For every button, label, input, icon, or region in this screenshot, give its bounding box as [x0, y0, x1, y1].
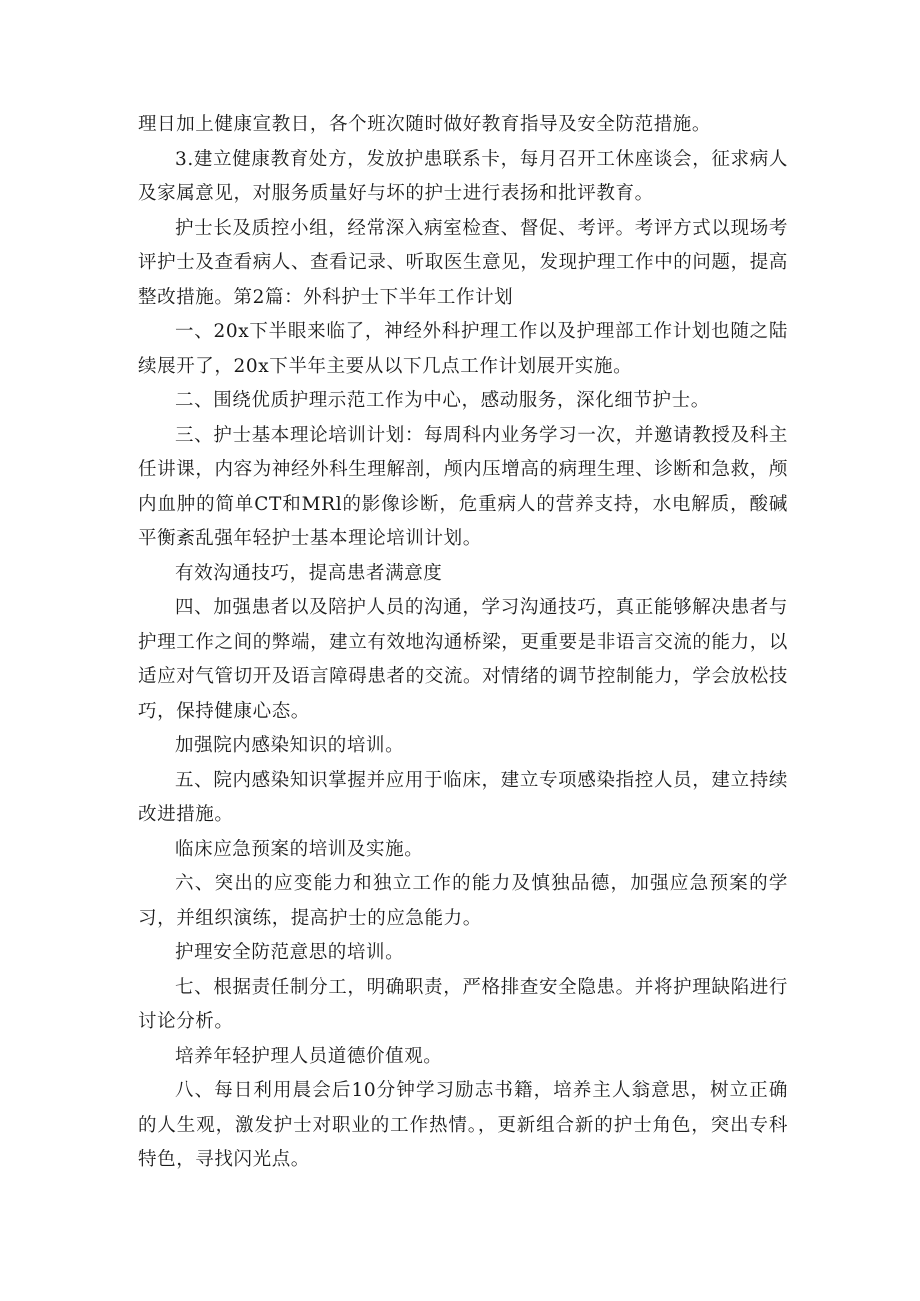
paragraph-11: 临床应急预案的培训及实施。: [175, 838, 424, 860]
paragraph-9: 加强院内感染知识的培训。: [175, 735, 405, 756]
paragraph-3: 护士长及质控小组，经常深入病室检查、督促、考评。考评方式以现场考评护士及查看病人、查看记录、听取医生意见，发现护理工作中的问题，提高整改措施。第2篇：外科护士下半年工作计划: [138, 217, 788, 308]
document-body: [138, 108, 788, 1178]
paragraph-16: 八、每日利用晨会后10分钟学习励志书籍，培养主人翁意思，树立正确的人生观，激发护士对职业的工作热情。，更新组合新的护士角色，突出专科特色，寻找闪光点。: [138, 1080, 788, 1170]
paragraph-14: 七、根据责任制分工，明确职责，严格排查安全隐患。并将护理缺陷进行讨论分析。: [138, 976, 788, 1032]
paragraph-5: 二、围绕优质护理示范工作为中心，感动服务，深化细节护士。: [175, 390, 710, 411]
paragraph-12: 六、突出的应变能力和独立工作的能力及慎独品德，加强应急预案的学习，并组织演练，提高护士的应急能力。: [138, 873, 788, 929]
paragraph-8: 四、加强患者以及陪护人员的沟通，学习沟通技巧，真正能够解决患者与护理工作之间的弊端，建立有效地沟通桥梁，更重要是非语言交流的能力，以适应对气管切开及语言障碍患者的交流。对情绪的调节控制能力，学会放松技巧，保持健康心态。: [138, 597, 788, 722]
paragraph-4: 一、20x下半眼来临了，神经外科护理工作以及护理部工作计划也随之陆续展开了，20x下半年主要从以下几点工作计划展开实施。: [138, 321, 788, 377]
paragraph-13: 护理安全防范意思的培训。: [175, 942, 405, 963]
paragraph-1: 理日加上健康宣教日，各个班次随时做好教育指导及安全防范措施。: [138, 114, 712, 135]
paragraph-2: 3.建立健康教育处方，发放护患联系卡，每月召开工休座谈会，征求病人及家属意见，对服务质量好与坏的护士进行表扬和批评教育。: [138, 148, 788, 204]
paragraph-15: 培养年轻护理人员道德价值观。: [175, 1045, 443, 1067]
paragraph-6: 三、护士基本理论培训计划：每周科内业务学习一次，并邀请教授及科主任讲课，内容为神经外科生理解剖，颅内压增高的病理生理、诊断和急救，颅内血肿的简单CT和MRl的影像诊断，危重病人的营养支持，水电解质，酸碱平衡紊乱强年轻护士基本理论培训计划。: [138, 424, 788, 549]
paragraph-7: 有效沟通技巧，提高患者满意度: [175, 562, 443, 584]
paragraph-10: 五、院内感染知识掌握并应用于临床，建立专项感染指控人员，建立持续改进措施。: [138, 769, 788, 825]
